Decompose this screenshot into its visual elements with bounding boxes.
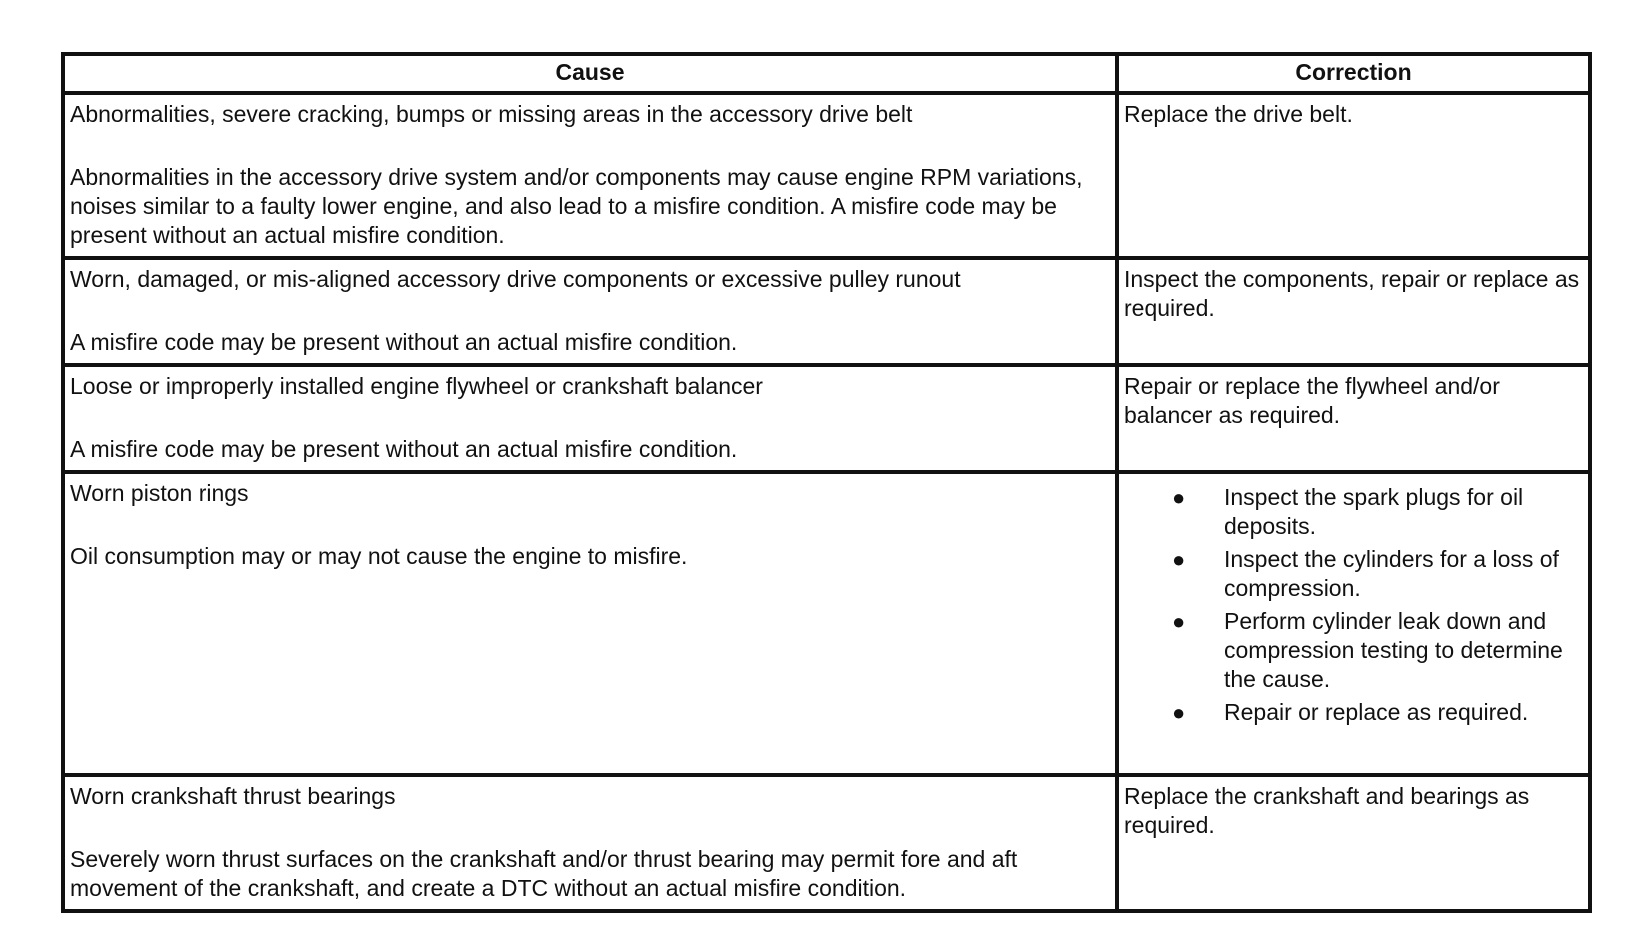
cause-cell	[63, 93, 1117, 258]
cause-note: Abnormalities in the accessory drive system and/or components may cause engine RPM variations, noises similar to a faulty lower engine, and also lead to a misfire condition. A misfire code may be present without an actual misfire condition.	[70, 164, 1083, 248]
table-row	[63, 258, 1590, 365]
table-row	[63, 775, 1590, 911]
cause-note: Oil consumption may or may not cause the engine to misfire.	[70, 543, 688, 569]
correction-cell	[1117, 775, 1590, 911]
table-row	[63, 472, 1590, 775]
cause-column-header: Cause	[63, 54, 1117, 93]
list-item	[1172, 483, 1582, 541]
correction-cell	[1117, 93, 1590, 258]
correction-step-text: Perform cylinder leak down and compression testing to determine the cause.	[1224, 608, 1563, 692]
bullet-icon: ●	[1172, 547, 1186, 572]
cause-cell	[63, 472, 1117, 775]
list-item	[1172, 607, 1582, 694]
correction-step-text: Inspect the cylinders for a loss of compression.	[1224, 546, 1559, 601]
cause-text: Worn, damaged, or mis-aligned accessory drive components or excessive pulley runout	[70, 266, 961, 292]
cause-cell	[63, 258, 1117, 365]
cause-note: A misfire code may be present without an actual misfire condition.	[70, 436, 738, 462]
cause-note: Severely worn thrust surfaces on the crankshaft and/or thrust bearing may permit fore and aft movement of the crankshaft, and create a DTC without an actual misfire condition.	[70, 846, 1018, 901]
diagnostic-table-container	[61, 52, 1588, 913]
bullet-icon: ●	[1172, 609, 1186, 634]
table-header-row	[63, 54, 1590, 93]
cause-text: Abnormalities, severe cracking, bumps or missing areas in the accessory drive belt	[70, 101, 913, 127]
cause-text: Worn piston rings	[70, 480, 249, 506]
correction-step-text: Inspect the spark plugs for oil deposits.	[1224, 484, 1524, 539]
bullet-icon: ●	[1172, 700, 1186, 725]
bullet-icon: ●	[1172, 485, 1186, 510]
cause-text: Worn crankshaft thrust bearings	[70, 783, 396, 809]
list-item	[1172, 545, 1582, 603]
correction-cell	[1117, 258, 1590, 365]
correction-text: Replace the crankshaft and bearings as required.	[1124, 783, 1530, 838]
correction-text: Replace the drive belt.	[1124, 101, 1353, 127]
correction-text: Inspect the components, repair or replace as required.	[1124, 266, 1580, 321]
cause-cell	[63, 365, 1117, 472]
correction-column-header: Correction	[1117, 54, 1590, 93]
table-row	[63, 93, 1590, 258]
correction-cell	[1117, 365, 1590, 472]
correction-text: Repair or replace the flywheel and/or balancer as required.	[1124, 373, 1500, 428]
correction-cell	[1117, 472, 1590, 775]
cause-cell	[63, 775, 1117, 911]
table-row	[63, 365, 1590, 472]
correction-step-text: Repair or replace as required.	[1224, 699, 1529, 725]
list-item	[1172, 698, 1582, 727]
correction-steps-list	[1124, 483, 1582, 727]
cause-note: A misfire code may be present without an actual misfire condition.	[70, 329, 738, 355]
misfire-diagnostic-table	[61, 52, 1592, 913]
cause-text: Loose or improperly installed engine flywheel or crankshaft balancer	[70, 373, 763, 399]
